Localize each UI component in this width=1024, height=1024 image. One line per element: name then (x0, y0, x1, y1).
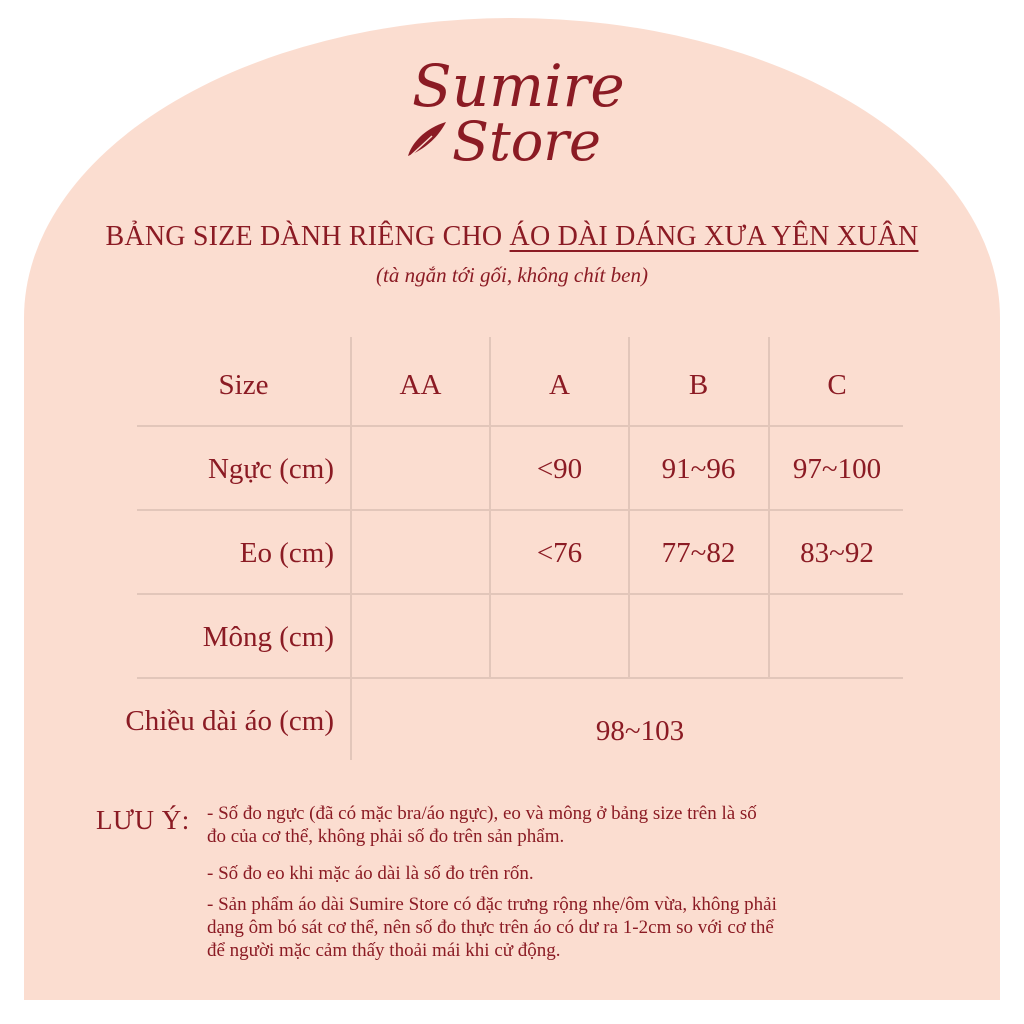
note-line: dạng ôm bó sát cơ thể, nên số đo thực trên áo có dư ra 1-2cm so với cơ thể (207, 917, 774, 938)
note-item (207, 862, 947, 885)
table-cell: 97~100 (792, 452, 882, 485)
table-cell (490, 595, 629, 679)
note-line: - Sản phẩm áo dài Sumire Store có đặc trưng rộng nhẹ/ôm vừa, không phải (207, 894, 777, 915)
row-label: Ngực (cm) (207, 452, 334, 485)
table-cell: 83~92 (800, 536, 874, 569)
feather-icon (406, 122, 446, 160)
page-subtitle: (tà ngắn tới gối, không chít ben) (376, 263, 648, 287)
table-cell (629, 595, 768, 679)
table-cell: <76 (536, 536, 583, 569)
merged-cell: 98~103 (595, 714, 685, 747)
table-cell (769, 595, 905, 679)
header-cell: B (688, 368, 709, 401)
header-cell: AA (399, 368, 442, 401)
header-cell: C (827, 368, 847, 401)
brand-logo (400, 52, 640, 170)
note-line: - Số đo ngực (đã có mặc bra/áo ngực), eo và mông ở bảng size trên là số (207, 803, 757, 824)
notes-label: LƯU Ý: (96, 805, 190, 835)
note-item (207, 802, 947, 848)
table-cell: <90 (536, 452, 583, 485)
note-line: đo của cơ thể, không phải số đo trên sản phẩm. (207, 826, 565, 847)
row-label: Eo (cm) (239, 536, 334, 569)
brand-line2: Store (452, 110, 601, 170)
title-underlined: ÁO DÀI DÁNG XƯA YÊN XUÂN (509, 221, 919, 252)
title-plain: BẢNG SIZE DÀNH RIÊNG CHO (105, 221, 510, 252)
table-cell: 77~82 (661, 536, 736, 569)
brand-line1: Sumire (412, 52, 625, 120)
header-cell: Size (218, 368, 269, 401)
note-line: để người mặc cảm thấy thoải mái khi cử động. (207, 940, 561, 961)
page-title (0, 221, 1024, 253)
table-cell (351, 595, 490, 679)
table-cell (351, 511, 490, 595)
note-item (207, 893, 947, 962)
note-line: - Số đo eo khi mặc áo dài là số đo trên rốn. (207, 863, 534, 884)
table-cell: 91~96 (661, 452, 736, 485)
row-label: Chiều dài áo (cm) (125, 704, 334, 737)
row-label: Mông (cm) (202, 620, 334, 653)
header-cell: A (549, 368, 570, 401)
table-cell (351, 427, 490, 511)
